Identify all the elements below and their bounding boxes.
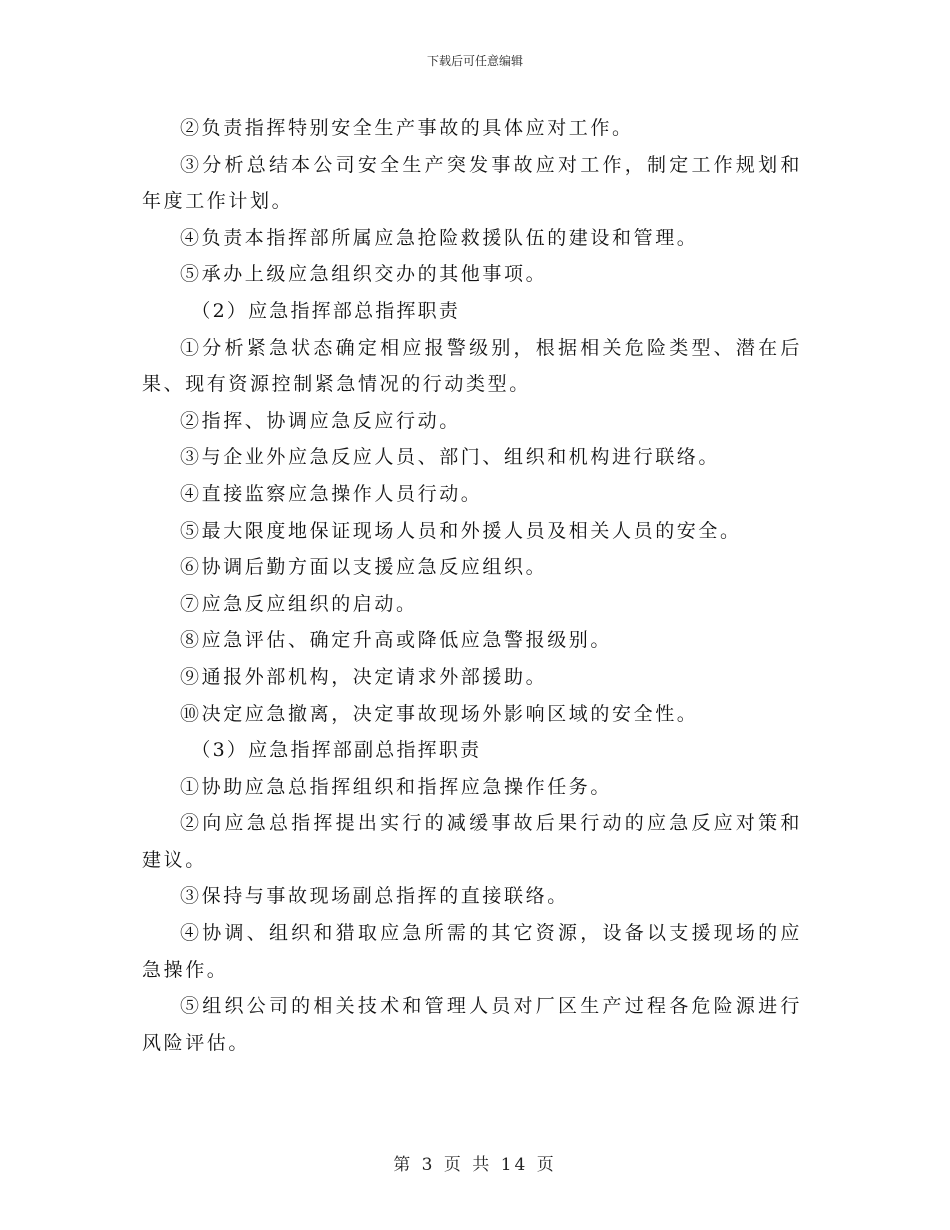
paragraph: ⑧应急评估、确定升高或降低应急警报级别。 (180, 629, 613, 652)
paragraph: ③与企业外应急反应人员、部门、组织和机构进行联络。 (180, 446, 721, 469)
paragraph: ⑤组织公司的相关技术和管理人员对厂区生产过程各危险源进行风险评估。 (142, 995, 802, 1054)
paragraph: ③分析总结本公司安全生产突发事故应对工作，制定工作规划和年度工作计划。 (142, 153, 802, 213)
document-body (142, 110, 802, 1061)
paragraph: ②向应急总指挥提出实行的减缓事故后果行动的应急反应对策和建议。 (142, 812, 802, 871)
paragraph: ①协助应急总指挥组织和指挥应急操作任务。 (180, 775, 613, 798)
paragraph: ②指挥、协调应急反应行动。 (180, 409, 461, 432)
paragraph: ⑨通报外部机构，决定请求外部援助。 (180, 665, 548, 688)
paragraph: ⑥协调后勤方面以支援应急反应组织。 (180, 556, 548, 579)
page-footer: 第 3 页 共 14 页 (393, 1155, 557, 1175)
page-header: 下载后可任意编辑 (426, 54, 523, 68)
section-heading: （3）应急指挥部副总指挥职责 (191, 739, 482, 762)
paragraph: ①分析紧急状态确定相应报警级别，根据相关危险类型、潜在后果、现有资源控制紧急情况的行动类型。 (142, 336, 802, 396)
section-heading: （2）应急指挥部总指挥职责 (191, 299, 461, 322)
paragraph: ⑩决定应急撤离，决定事故现场外影响区域的安全性。 (180, 702, 699, 725)
paragraph: ③保持与事故现场副总指挥的直接联络。 (180, 885, 569, 908)
paragraph: ④协调、组织和猎取应急所需的其它资源，设备以支援现场的应急操作。 (142, 922, 802, 981)
paragraph: ②负责指挥特别安全生产事故的具体应对工作。 (180, 117, 634, 139)
paragraph: ④负责本指挥部所属应急抢险救援队伍的建设和管理。 (180, 226, 699, 249)
paragraph: ⑦应急反应组织的启动。 (180, 592, 418, 615)
paragraph: ⑤承办上级应急组织交办的其他事项。 (180, 263, 548, 286)
paragraph: ④直接监察应急操作人员行动。 (180, 482, 483, 505)
paragraph: ⑤最大限度地保证现场人员和外援人员及相关人员的安全。 (180, 519, 742, 542)
